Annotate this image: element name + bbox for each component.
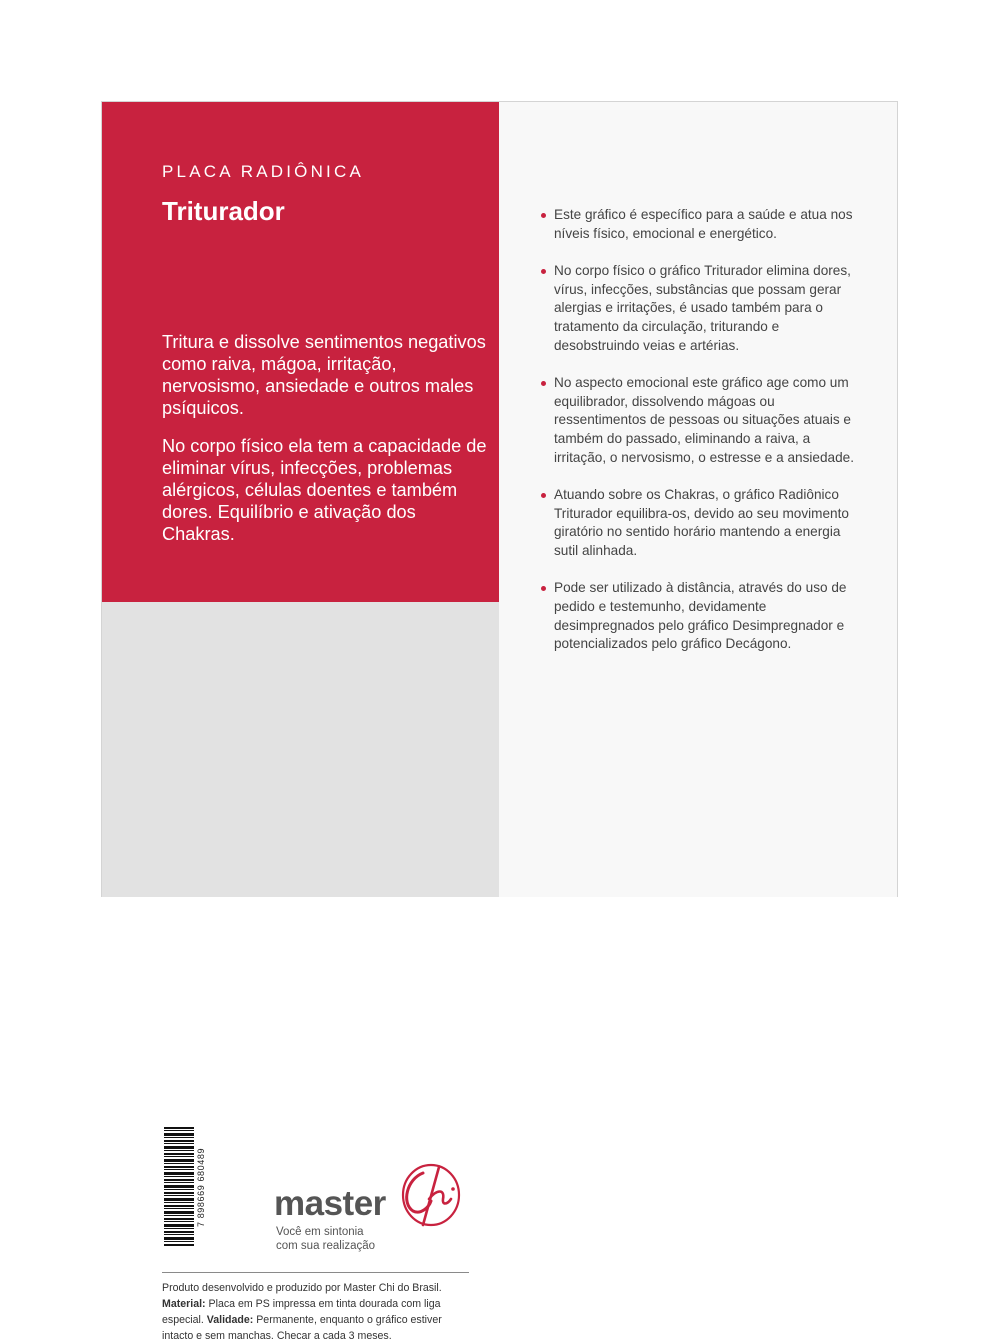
product-card bbox=[101, 101, 898, 1342]
grey-panel bbox=[102, 602, 499, 1342]
list-item: Pode ser utilizado à distância, através do uso de pedido e testemunho, devidamente desimpregnados pelo gráfico Desimpregnador e potencializados pelo gráfico Decágono. bbox=[539, 579, 859, 654]
fineprint bbox=[162, 1280, 474, 1344]
fineprint-line1: Produto desenvolvido e produzido por Master Chi do Brasil. bbox=[162, 1282, 442, 1294]
logo-script-text: Chi bbox=[293, 1059, 295, 1060]
bullet-dot-icon bbox=[541, 381, 546, 386]
list-item: Este gráfico é específico para a saúde e atua nos níveis físico, emocional e energético. bbox=[539, 206, 859, 243]
barcode-digits: 7 898669 680489 bbox=[196, 1147, 206, 1227]
bullet-dot-icon bbox=[541, 586, 546, 591]
logo-wordmark: master bbox=[274, 1184, 386, 1223]
validade-text: Permanente, enquanto o gráfico estiver intacto e sem manchas. Checar a cada 3 meses. bbox=[162, 1314, 442, 1342]
logo-tagline-line1: Você em sintonia bbox=[276, 1226, 364, 1238]
list-item: Atuando sobre os Chakras, o gráfico Radiônico Triturador equilibra-os, devido ao seu movimento giratório no sentido horário mantendo a energia sutil alinhada. bbox=[539, 486, 859, 561]
intro-paragraph-2: No corpo físico ela tem a capacidade de eliminar vírus, infecções, problemas alérgicos, células doentes e também dores. Equilíbrio e ativação dos Chakras. bbox=[162, 436, 487, 544]
validade-label: Validade: bbox=[206, 1314, 254, 1326]
fineprint-divider bbox=[162, 1272, 469, 1273]
red-panel bbox=[102, 102, 499, 602]
logo-tagline-line2: com sua realização bbox=[276, 1240, 376, 1252]
details-panel bbox=[499, 102, 897, 897]
bullet-dot-icon bbox=[541, 269, 546, 274]
intro-paragraph-1: Tritura e dissolve sentimentos negativos como raiva, mágoa, irritação, nervosismo, ansiedade e outros males psíquicos. bbox=[162, 332, 486, 418]
bullet-dot-icon bbox=[541, 493, 546, 498]
product-title: Triturador bbox=[162, 196, 285, 226]
product-category: PLACA RADIÔNICA bbox=[162, 162, 364, 181]
benefit-list bbox=[539, 206, 859, 673]
master-chi-logo bbox=[274, 1059, 474, 1254]
list-item: No aspecto emocional este gráfico age como um equilibrador, dissolvendo mágoas ou ressentimentos de pessoas ou situações atuais e também do passado, eliminando a raiva, a irritação, o nervosismo, o estresse e a ansiedade. bbox=[539, 374, 859, 468]
material-text: Placa em PS impressa em tinta dourada com liga especial. bbox=[162, 1298, 441, 1326]
bullet-dot-icon bbox=[541, 213, 546, 218]
list-item: No corpo físico o gráfico Triturador elimina dores, vírus, infecções, substâncias que possam gerar alergias e irritações, é usado também para o tratamento da circulação, triturando e desobstruindo veias e artérias. bbox=[539, 262, 859, 356]
barcode bbox=[162, 1125, 208, 1249]
barcode-bars bbox=[164, 1127, 194, 1247]
material-label: Material: bbox=[162, 1298, 206, 1310]
